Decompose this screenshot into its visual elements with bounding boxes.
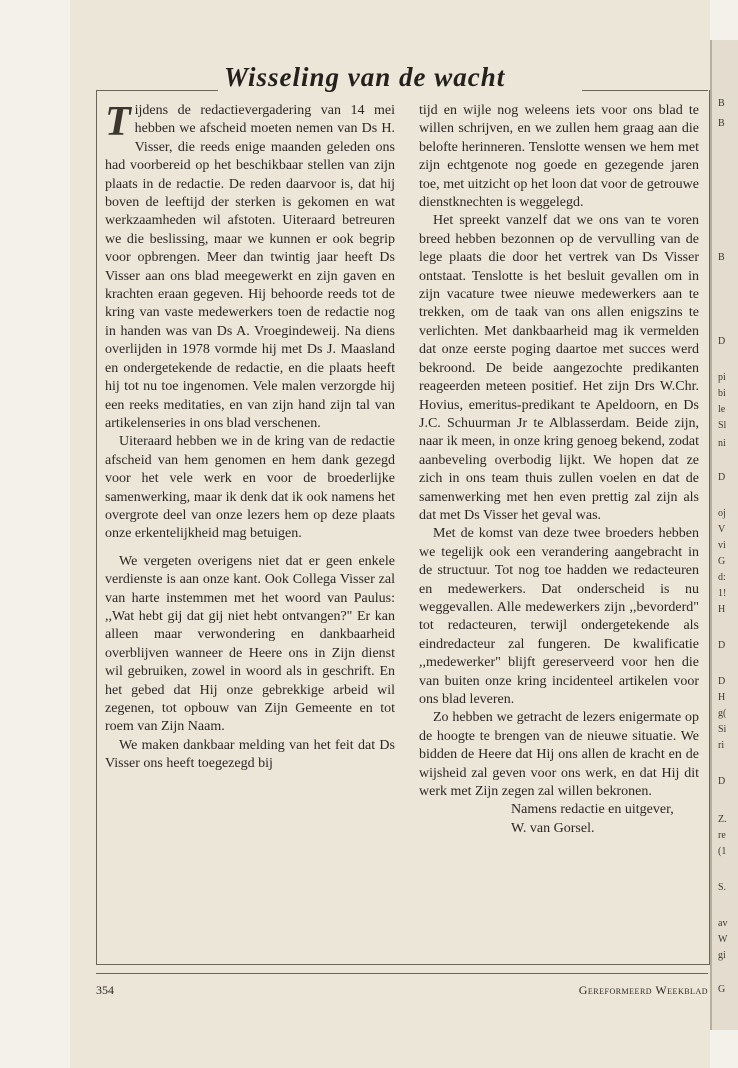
adjacent-fragment: B bbox=[718, 98, 725, 109]
adjacent-fragment: Z. bbox=[718, 814, 727, 825]
paragraph: We maken dankbaar melding van het feit dat Ds Visser ons heeft toegezegd bij bbox=[105, 737, 395, 772]
signature-line-2: W. van Gorsel. bbox=[511, 820, 595, 836]
footer-rule bbox=[96, 973, 708, 974]
paragraph: Uiteraard hebben we in de kring van de redactie afscheid van hem genomen en hem dank gezegd voor het vele werk en voor de broederlijke samenwerking, maar ik denk dat ik ook namens het overgrote deel van onze lezers hem op deze plaats onze erkentelijkheid mag betuigen. bbox=[105, 434, 395, 542]
adjacent-fragment: V bbox=[718, 524, 726, 535]
paragraph bbox=[105, 99, 395, 433]
adjacent-fragment: H bbox=[718, 604, 726, 615]
article-title: Wisseling van de wacht bbox=[224, 62, 506, 92]
drop-cap: T bbox=[105, 99, 131, 145]
adjacent-fragment: G bbox=[718, 984, 726, 995]
adjacent-fragment: B bbox=[718, 118, 725, 129]
adjacent-fragment: D bbox=[718, 336, 726, 347]
adjacent-fragment: pi bbox=[718, 372, 726, 383]
left-column bbox=[105, 99, 395, 774]
paragraph: Het spreekt vanzelf dat we ons van te voren breed hebben bezonnen op de vervulling van de lege plaats die door het vertrek van Ds Visser ontstaat. Tenslotte is het besluit gevallen om in zijn vacature twee nieuwe medewerkers aan te trekken, om de taak van ons allen enigszins te verlichten. Met dankbaarheid mag ik vermelden dat onze eerste poging daartoe met succes werd bekroond. De beide aangezochte predikanten reageerden meteen positief. Het zijn Drs W.Chr. Hovius, emeritus-predikant te Apeldoorn, en Ds J.C. Schuurman Jr te Alblasserdam. Beide zijn, naar ik meen, in onze kring genoeg bekend, zodat aanbeveling overbodig lijkt. We hopen dat ze zich in ons team thuis zullen voelen en dat de samenwerking met hen even prettig zal zijn als dat met Ds Visser het geval was. bbox=[419, 213, 699, 523]
adjacent-fragment: ni bbox=[718, 438, 726, 449]
paragraph-text: ijdens de redactievergadering van 14 mei hebben we afscheid moeten nemen van Ds H. Visser, die reeds enige maanden geleden ons had voorbereid op het beschikbaar stellen van zijn plaats in de redactie. De reden daarvoor is, dat hij boven de leeftijd der sterken is gekomen en wat werkzaamheden wil afstoten. Uiteraard betreuren we die beslissing, maar we kunnen er ook begrip voor opbrengen. Meer dan twintig jaar heeft Ds Visser aan ons blad meegewerkt en zijn gaven en krachten eraan gegeven. Hij behoorde reeds tot de kring van vaste medewerkers toen de redactie nog in handen was van Ds A. Vroegindeweij. Na diens overlijden in 1978 vormde hij met Ds J. Maasland en ondergetekende de redactie, en die plaats heeft hij tot nu toe ingenomen. Vele malen verzorgde hij een reeks meditaties, en van zijn hand zijn tal van artikelenseries in ons blad verschenen. bbox=[105, 103, 395, 431]
adjacent-fragment: (1 bbox=[718, 846, 727, 857]
adjacent-fragment: Sl bbox=[718, 420, 727, 431]
paragraph: tijd en wijle nog weleens iets voor ons blad te willen schrijven, en we zullen hem graag aan die belofte herinneren. Tenslotte wensen we hem met zijn echtgenote nog goede en gezegende jaren toe, met uitzicht op het loon dat voor de getrouwe dienstknechten is weggelegd. bbox=[419, 103, 699, 211]
adjacent-fragment: vi bbox=[718, 540, 726, 551]
adjacent-fragment: S. bbox=[718, 882, 727, 893]
adjacent-fragment: re bbox=[718, 830, 726, 841]
adjacent-fragment: B bbox=[718, 252, 725, 263]
adjacent-fragment: Si bbox=[718, 724, 727, 735]
paragraph: Met de komst van deze twee broeders hebben we tegelijk ook een verandering aangebracht in de structuur. Tot nog toe hadden we redacteuren en medewerkers. Dat onderscheid is nu weggevallen. Alle medewerkers zijn ,,bevorderd" tot redacteuren, terwijl ondergetekende als eindredacteur zal fungeren. De kwalificatie ,,medewerker" blijft gereserveerd voor hen die van buiten onze kring incidenteel artikelen voor ons blad leveren. bbox=[419, 526, 699, 707]
adjacent-fragment: D bbox=[718, 676, 726, 687]
adjacent-fragment: av bbox=[718, 918, 728, 929]
adjacent-fragment: D bbox=[718, 640, 726, 651]
adjacent-fragment: d: bbox=[718, 572, 726, 583]
adjacent-fragment: ri bbox=[718, 740, 725, 751]
adjacent-fragment: D bbox=[718, 472, 726, 483]
page-number: 354 bbox=[96, 983, 114, 997]
adjacent-fragment: G bbox=[718, 556, 726, 567]
adjacent-fragment: H bbox=[718, 692, 726, 703]
paragraph: We vergeten overigens niet dat er geen enkele verdienste is aan onze kant. Ook Collega Visser zal van harte instemmen met het woord van Paulus: ,,Wat hebt gij dat gij niet hebt ontvangen?" Er kan alleen maar verwondering en dankbaarheid overblijven wanneer de Heere ons in Zijn dienst wil gebruiken, zowel in woord als in geschrift. En het gebed dat Hij onze gebrekkige arbeid wil zegenen, tot opbouw van Zijn Gemeente en tot roem van Zijn Naam. bbox=[105, 553, 395, 735]
adjacent-fragment: 1! bbox=[718, 588, 727, 599]
adjacent-fragment: bi bbox=[718, 388, 726, 399]
adjacent-page-edge bbox=[710, 40, 738, 1030]
adjacent-fragment: g( bbox=[718, 708, 727, 719]
paragraph: Zo hebben we getracht de lezers enigermate op de hoogte te brengen van de nieuwe situatie. We bidden de Heere dat Hij ons allen de kracht en de wijsheid zal geven voor ons werk, en dat Hij dit werk met Zijn zegen zal willen bekronen. bbox=[419, 710, 699, 800]
journal-name: Gereformeerd Weekblad bbox=[578, 983, 708, 997]
adjacent-fragment: oj bbox=[718, 508, 726, 519]
adjacent-fragment: gi bbox=[718, 950, 726, 961]
signature-line-1: Namens redactie en uitgever, bbox=[511, 802, 674, 818]
right-column bbox=[419, 102, 699, 838]
adjacent-fragment: le bbox=[718, 404, 726, 415]
adjacent-fragment: W bbox=[718, 934, 728, 945]
adjacent-fragment: D bbox=[718, 776, 726, 787]
